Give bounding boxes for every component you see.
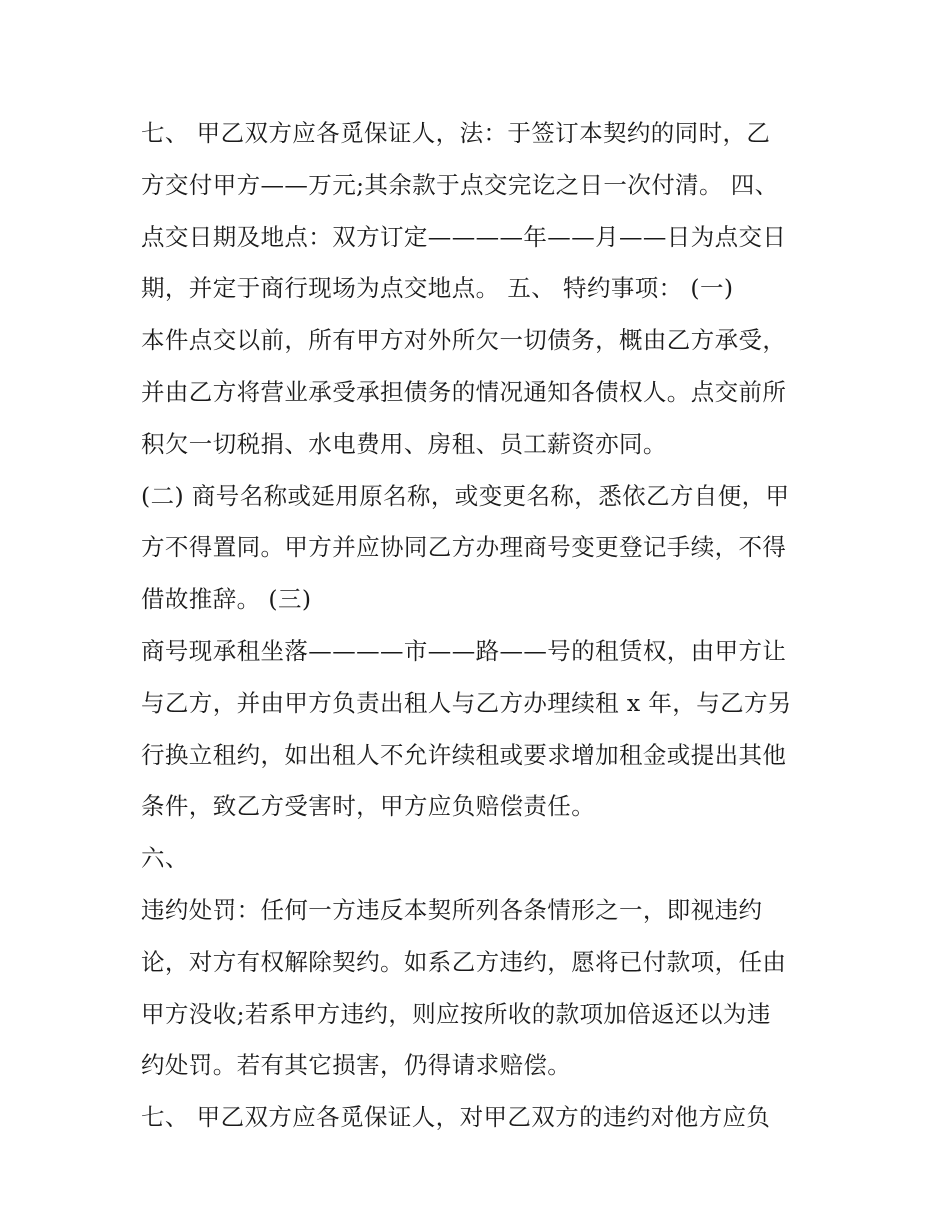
text-line: 商号现承租坐落————市——路——号的租赁权，由甲方让 (141, 636, 787, 665)
text-line: 方不得置同。甲方并应协同乙方办理商号变更登记手续，不得 (141, 533, 787, 562)
text-line: 方交付甲方——万元;其余款于点交完讫之日一次付清。 四、 (141, 170, 779, 199)
text-line: 并由乙方将营业承受承担债务的情况通知各债权人。点交前所 (141, 377, 787, 406)
text-line: 七、 甲乙双方应各觅保证人，对甲乙双方的违约对他方应负 (141, 1103, 771, 1132)
text-line: 积欠一切税捐、水电费用、房租、员工薪资亦同。 (141, 429, 667, 458)
text-line: 期，并定于商行现场为点交地点。 五、 特约事项： (一) (141, 274, 734, 303)
text-line: 甲方没收;若系甲方违约，则应按所收的款项加倍返还以为违 (141, 999, 771, 1028)
text-line: 与乙方，并由甲方负责出租人与乙方办理续租 x 年，与乙方另 (141, 688, 792, 717)
text-line: 借故推辞。 (三) (141, 585, 312, 614)
text-line: 行换立租约，如出租人不允许续租或要求增加租金或提出其他 (141, 740, 787, 769)
text-line: 六、 (141, 844, 189, 873)
text-line: 七、 甲乙双方应各觅保证人，法：于签订本契约的同时，乙 (141, 119, 771, 147)
text-line: 违约处罚：任何一方违反本契所列各条情形之一，即视违约 (141, 895, 763, 924)
contract-text (141, 108, 821, 1144)
text-line: 论，对方有权解除契约。如系乙方违约，愿将已付款项，任由 (141, 947, 787, 976)
text-line: (二) 商号名称或延用原名称，或变更名称，悉依乙方自便，甲 (141, 481, 790, 510)
text-line: 约处罚。若有其它损害，仍得请求赔偿。 (141, 1051, 572, 1080)
text-line: 本件点交以前，所有甲方对外所欠一切债务，概由乙方承受， (141, 326, 787, 355)
text-line: 条件，致乙方受害时，甲方应负赔偿责任。 (141, 792, 596, 821)
text-line: 点交日期及地点：双方订定————年——月——日为点交日 (141, 222, 787, 251)
